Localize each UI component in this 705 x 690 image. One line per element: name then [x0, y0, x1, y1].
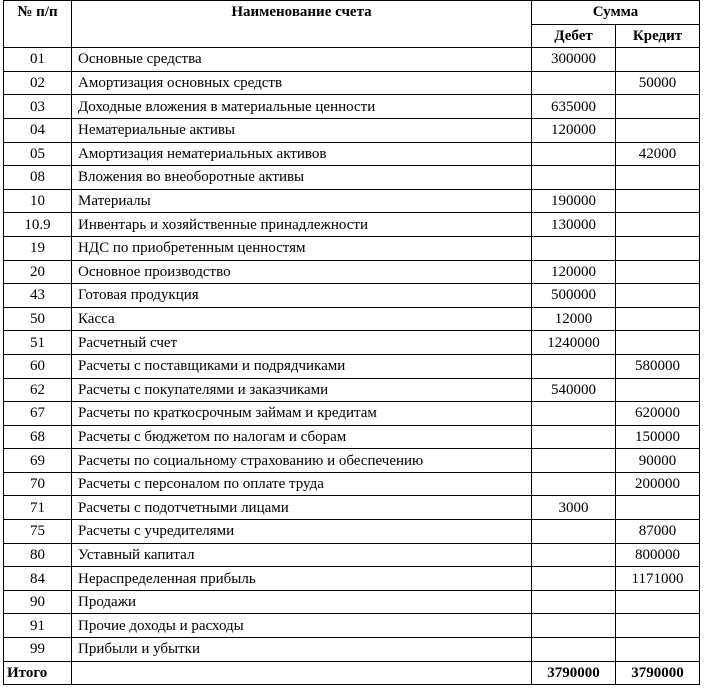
account-number: 69 [4, 449, 72, 473]
total-name [72, 661, 532, 685]
account-number: 01 [4, 48, 72, 72]
table-row [4, 331, 700, 355]
account-name: Амортизация основных средств [72, 71, 532, 95]
table-row [4, 189, 700, 213]
total-row [4, 661, 700, 685]
debit-amount [532, 520, 616, 544]
debit-amount: 12000 [532, 307, 616, 331]
account-name: Расчетный счет [72, 331, 532, 355]
debit-amount [532, 142, 616, 166]
account-name: Инвентарь и хозяйственные принадлежности [72, 213, 532, 237]
credit-amount: 1171000 [616, 567, 700, 591]
account-name: НДС по приобретенным ценностям [72, 236, 532, 260]
table-row [4, 590, 700, 614]
account-name: Расчеты с подотчетными лицами [72, 496, 532, 520]
account-number: 60 [4, 354, 72, 378]
account-name: Доходные вложения в материальные ценности [72, 95, 532, 119]
table-row [4, 496, 700, 520]
credit-amount [616, 48, 700, 72]
credit-amount [616, 590, 700, 614]
account-number: 02 [4, 71, 72, 95]
account-number: 03 [4, 95, 72, 119]
credit-amount [616, 331, 700, 355]
account-number: 84 [4, 567, 72, 591]
debit-amount: 120000 [532, 118, 616, 142]
credit-amount [616, 189, 700, 213]
table-row [4, 48, 700, 72]
debit-amount [532, 236, 616, 260]
account-name: Продажи [72, 590, 532, 614]
credit-amount: 50000 [616, 71, 700, 95]
credit-amount [616, 496, 700, 520]
account-name: Нераспределенная прибыль [72, 567, 532, 591]
debit-amount [532, 166, 616, 190]
account-name: Расчеты с учредителями [72, 520, 532, 544]
credit-amount: 200000 [616, 472, 700, 496]
credit-amount: 87000 [616, 520, 700, 544]
debit-amount: 635000 [532, 95, 616, 119]
account-name: Прочие доходы и расходы [72, 614, 532, 638]
table-row [4, 284, 700, 308]
account-number: 75 [4, 520, 72, 544]
table-row [4, 236, 700, 260]
account-name: Расчеты по социальному страхованию и обеспечению [72, 449, 532, 473]
table-row [4, 354, 700, 378]
table-row [4, 472, 700, 496]
credit-amount [616, 118, 700, 142]
table-row [4, 614, 700, 638]
credit-amount [616, 95, 700, 119]
header-name: Наименование счета [72, 1, 532, 48]
header-debit: Дебет [532, 24, 616, 48]
account-number: 51 [4, 331, 72, 355]
debit-amount: 540000 [532, 378, 616, 402]
account-number: 19 [4, 236, 72, 260]
debit-amount: 190000 [532, 189, 616, 213]
debit-amount [532, 590, 616, 614]
account-number: 80 [4, 543, 72, 567]
debit-amount [532, 638, 616, 662]
credit-amount [616, 284, 700, 308]
debit-amount [532, 425, 616, 449]
table-row [4, 567, 700, 591]
total-label: Итого [4, 661, 72, 685]
table-row [4, 260, 700, 284]
account-name: Прибыли и убытки [72, 638, 532, 662]
account-name: Основное производство [72, 260, 532, 284]
credit-amount [616, 378, 700, 402]
account-number: 50 [4, 307, 72, 331]
debit-amount: 120000 [532, 260, 616, 284]
header-sum: Сумма [532, 1, 700, 25]
debit-amount: 1240000 [532, 331, 616, 355]
credit-amount: 150000 [616, 425, 700, 449]
credit-amount [616, 614, 700, 638]
table-row [4, 71, 700, 95]
header-credit: Кредит [616, 24, 700, 48]
debit-amount [532, 472, 616, 496]
account-number: 70 [4, 472, 72, 496]
credit-amount [616, 166, 700, 190]
account-number: 10.9 [4, 213, 72, 237]
account-name: Расчеты с покупателями и заказчиками [72, 378, 532, 402]
account-name: Готовая продукция [72, 284, 532, 308]
account-name: Расчеты по краткосрочным займам и кредитам [72, 402, 532, 426]
credit-amount [616, 638, 700, 662]
debit-amount [532, 567, 616, 591]
account-name: Расчеты с персоналом по оплате труда [72, 472, 532, 496]
account-number: 99 [4, 638, 72, 662]
table-row [4, 543, 700, 567]
credit-amount [616, 260, 700, 284]
credit-amount: 620000 [616, 402, 700, 426]
total-debit: 3790000 [532, 661, 616, 685]
account-name: Касса [72, 307, 532, 331]
credit-amount [616, 236, 700, 260]
account-name: Вложения во внеоборотные активы [72, 166, 532, 190]
table-row [4, 95, 700, 119]
table-row [4, 520, 700, 544]
debit-amount [532, 71, 616, 95]
credit-amount: 800000 [616, 543, 700, 567]
debit-amount [532, 449, 616, 473]
account-number: 20 [4, 260, 72, 284]
credit-amount: 42000 [616, 142, 700, 166]
credit-amount: 90000 [616, 449, 700, 473]
account-name: Материалы [72, 189, 532, 213]
table-row [4, 402, 700, 426]
account-number: 71 [4, 496, 72, 520]
account-number: 91 [4, 614, 72, 638]
table-row [4, 449, 700, 473]
credit-amount: 580000 [616, 354, 700, 378]
accounts-table [3, 0, 700, 685]
table-row [4, 166, 700, 190]
account-number: 90 [4, 590, 72, 614]
account-name: Уставный капитал [72, 543, 532, 567]
account-number: 67 [4, 402, 72, 426]
header-num: № п/п [4, 1, 72, 48]
debit-amount: 130000 [532, 213, 616, 237]
account-name: Основные средства [72, 48, 532, 72]
account-name: Нематериальные активы [72, 118, 532, 142]
table-row [4, 142, 700, 166]
account-name: Расчеты с поставщиками и подрядчиками [72, 354, 532, 378]
account-name: Расчеты с бюджетом по налогам и сборам [72, 425, 532, 449]
total-credit: 3790000 [616, 661, 700, 685]
table-row [4, 378, 700, 402]
account-number: 43 [4, 284, 72, 308]
account-name: Амортизация нематериальных активов [72, 142, 532, 166]
account-number: 10 [4, 189, 72, 213]
table-row [4, 425, 700, 449]
account-number: 68 [4, 425, 72, 449]
account-number: 62 [4, 378, 72, 402]
account-number: 04 [4, 118, 72, 142]
table-row [4, 638, 700, 662]
table-row [4, 307, 700, 331]
table-row [4, 118, 700, 142]
debit-amount [532, 354, 616, 378]
account-number: 05 [4, 142, 72, 166]
debit-amount: 3000 [532, 496, 616, 520]
table-row [4, 213, 700, 237]
table-header [4, 1, 700, 48]
credit-amount [616, 213, 700, 237]
account-number: 08 [4, 166, 72, 190]
debit-amount: 300000 [532, 48, 616, 72]
debit-amount [532, 614, 616, 638]
credit-amount [616, 307, 700, 331]
debit-amount: 500000 [532, 284, 616, 308]
debit-amount [532, 402, 616, 426]
table-body [4, 48, 700, 685]
debit-amount [532, 543, 616, 567]
